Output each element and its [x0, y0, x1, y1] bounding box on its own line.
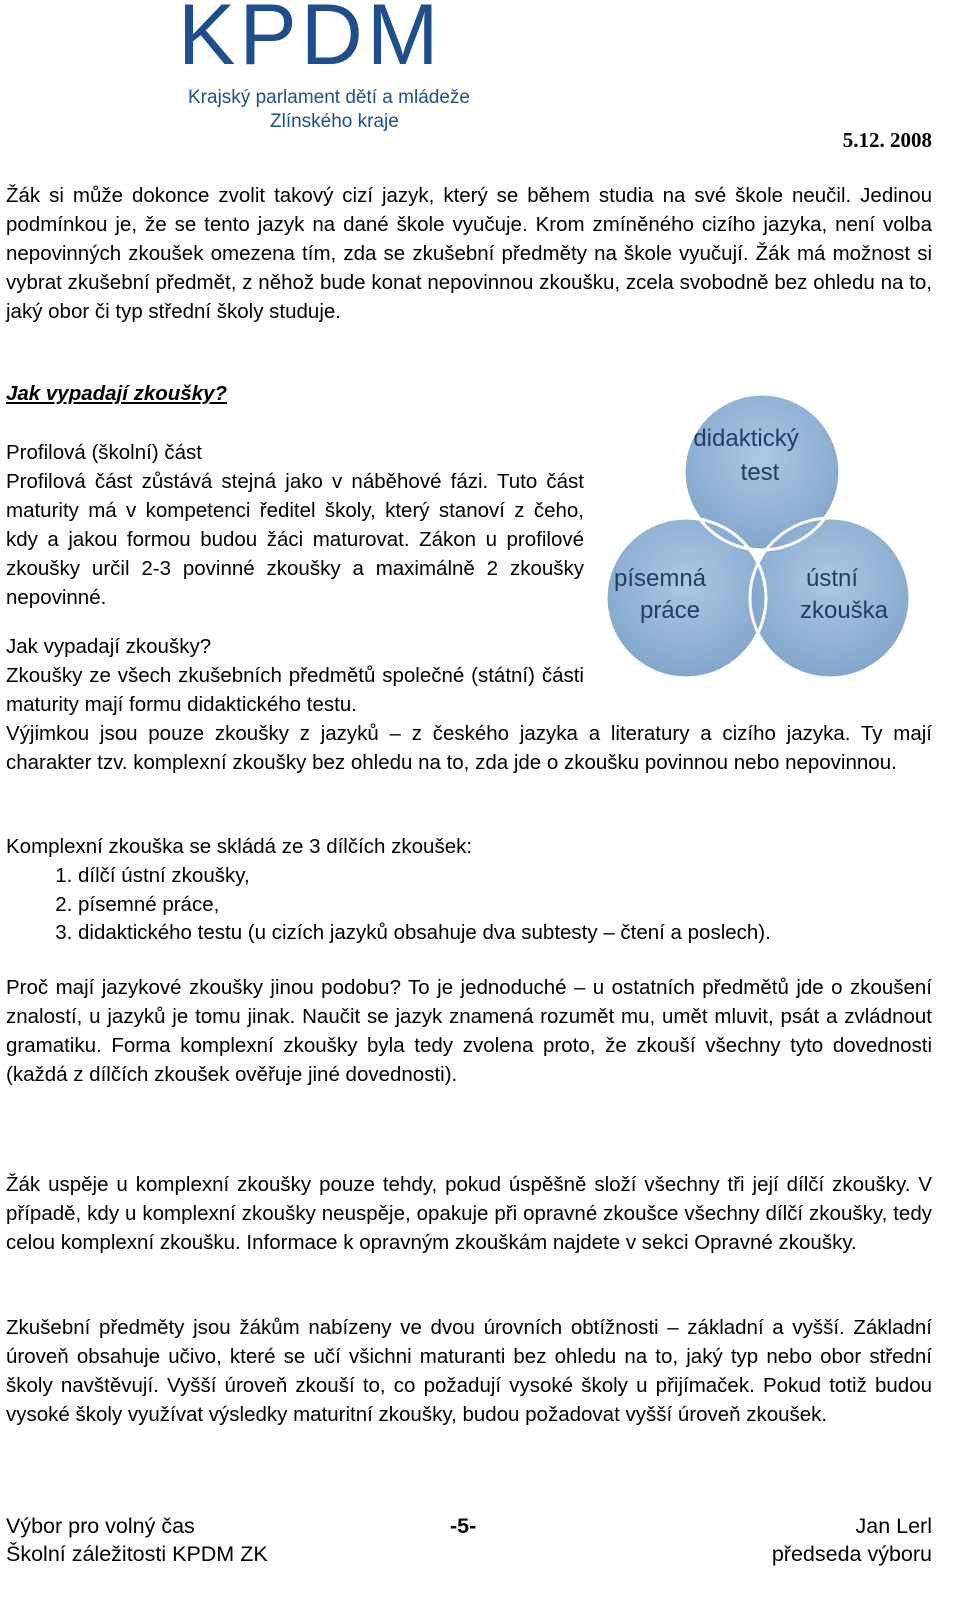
- paragraph-difficulty-levels: Zkušební předměty jsou žákům nabízeny ve dvou úrovních obtížnosti – základní a vyšší. Základní úroveň obsahuje učivo, které se učí všichni maturanti bez ohledu na to, jaký typ nebo obor střední školy navštěvují. Vyšší úroveň zkouší to, co požadují vysoké školy u přijímaček. Pokud totiž budou vysoké školy využívat výsledky maturitní zkoušky, budou požadovat vyšší úroveň zkoušek.: [6, 1316, 932, 1426]
- label-oral-exam-2: zkouška: [799, 597, 889, 624]
- footer-section: Školní záležitosti KPDM ZK: [6, 1542, 268, 1566]
- exams-text: Zkoušky ze všech zkušebních předmětů společné (státní) části maturity mají formu didaktického testu.: [6, 664, 584, 716]
- list-item: 2. písemné práce,: [78, 891, 771, 920]
- profile-part-title: Profilová (školní) část: [6, 441, 202, 464]
- footer-committee: Výbor pro volný čas: [6, 1514, 195, 1538]
- page-number: -5-: [450, 1514, 477, 1538]
- document-date: 5.12. 2008: [842, 128, 932, 152]
- complex-exam-intro: Komplexní zkouška se skládá ze 3 dílčích zkoušek:: [6, 835, 473, 858]
- section-heading: Jak vypadají zkoušky?: [6, 382, 228, 405]
- label-written-work-1: písemná: [613, 565, 707, 592]
- profile-part-text: Profilová část zůstává stejná jako v náběhové fázi. Tuto část maturity má v kompetenci ředitel školy, který stanoví z čeho, kdy a jakou formou budou žáci maturovat. Zákon u profilové zkoušky určil 2-3 povinné zkoušky a maximálně 2 zkoušky nepovinné.: [6, 470, 584, 609]
- complex-exam-list: [38, 862, 771, 948]
- footer-author: Jan Lerl: [855, 1514, 932, 1538]
- logo-subtitle: Krajský parlament dětí a mládeže: [188, 87, 470, 108]
- label-didactic-test-2: test: [740, 459, 780, 486]
- logo-subtitle-region: Zlínského kraje: [270, 111, 399, 132]
- paragraph-success: Žák uspěje u komplexní zkoušky pouze tehdy, pokud úspěšně složí všechny tři její dílčí zkoušky. V případě, kdy u komplexní zkoušky neuspěje, opakuje při opravné zkoušce všechny dílčí zkoušky, tedy celou komplexní zkoušku. Informace k opravným zkouškám najdete v sekci Opravné zkoušky.: [6, 1173, 932, 1254]
- label-oral-exam-1: ústní: [805, 565, 859, 592]
- paragraph-why-different: Proč mají jazykové zkoušky jinou podobu? To je jednoduché – u ostatních předmětů jde o zkoušení znalostí, u jazyků je tomu jinak. Naučit se jazyk znamená rozumět mu, umět mluvit, psát a zvládnout gramatiku. Forma komplexní zkoušky byla tedy zvolena proto, že zkouší všechny tyto dovednosti (každá z dílčích zkoušek ověřuje jiné dovednosti).: [6, 976, 932, 1086]
- paragraph-language-choice: Žák si může dokonce zvolit takový cizí jazyk, který se během studia na své škole neučil. Jedinou podmínkou je, že se tento jazyk na dané škole vyučuje. Krom zmíněného cizího jazyka, není volba nepovinných zkoušek omezena tím, zda se zkušební předměty na škole vyučují. Žák má možnost si vybrat zkušební předmět, z něhož bude konat nepovinnou zkoušku, zcela svobodně bez ohledu na to, jaký obor či typ střední školy studuje.: [6, 184, 932, 323]
- label-written-work-2: práce: [639, 597, 701, 624]
- venn-diagram: [604, 392, 916, 692]
- exams-exception-text: Výjimkou jsou pouze zkoušky z jazyků – z českého jazyka a literatury a cizího jazyka. Ty mají charakter tzv. komplexní zkoušky bez ohledu na to, zda jde o zkoušku povinnou nebo nepovinnou.: [6, 722, 932, 774]
- list-item: 1. dílčí ústní zkoušky,: [78, 862, 771, 891]
- kpdm-logo: [178, 0, 508, 135]
- footer-author-role: předseda výboru: [771, 1542, 932, 1566]
- logo-title: KPDM: [178, 0, 443, 83]
- exams-subtitle: Jak vypadají zkoušky?: [6, 635, 212, 658]
- label-didactic-test-1: didaktický: [693, 425, 799, 452]
- list-item: 3. didaktického testu (u cizích jazyků obsahuje dva subtesty – čtení a poslech).: [78, 919, 771, 948]
